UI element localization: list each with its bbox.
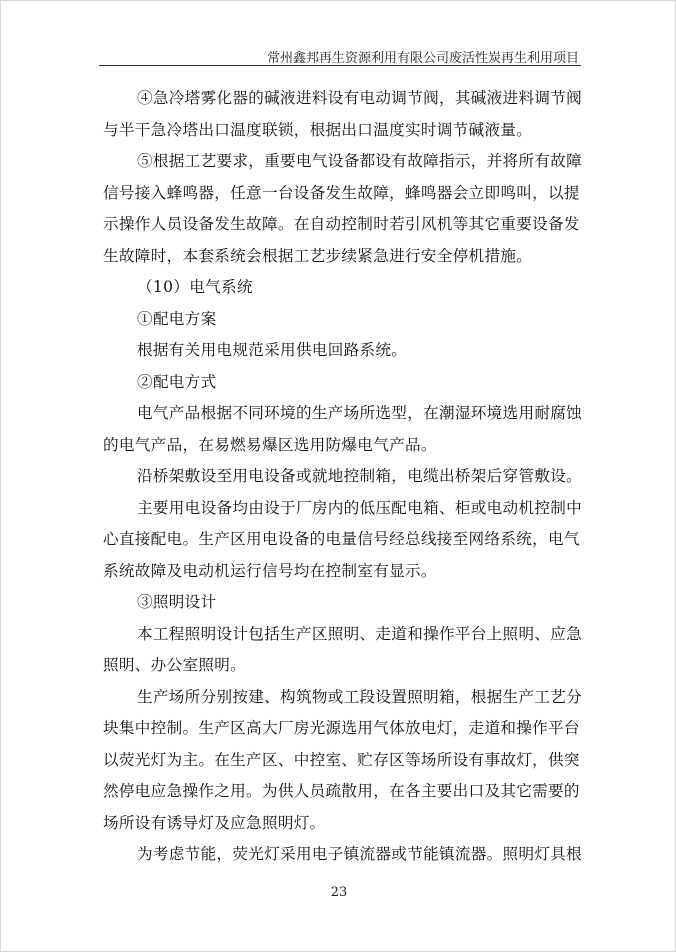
subsection-heading: ②配电方式 xyxy=(137,372,217,391)
text-line: 与半干急冷塔出口温度联锁，根据出口温度实时调节碱液量。 xyxy=(103,120,533,139)
running-header: 常州鑫邦再生资源利用有限公司废活性炭再生利用项目 xyxy=(266,51,579,66)
text-line: 场所设有诱导灯及应急照明灯。 xyxy=(103,813,326,832)
text-line: 主要用电设备均由设于厂房内的低压配电箱、柜或电动机控制中 xyxy=(137,498,583,517)
body-text xyxy=(103,83,583,871)
text-line: 信号接入蜂鸣器，任意一台设备发生故障，蜂鸣器会立即鸣叫，以提 xyxy=(103,183,580,202)
section-heading: （10）电气系统 xyxy=(137,278,253,296)
text-line: 生产场所分别按建、构筑物或工段设置照明箱，根据生产工艺分 xyxy=(137,687,583,706)
text-line: 电气产品根据不同环境的生产场所选型，在潮湿环境选用耐腐蚀 xyxy=(137,404,583,422)
text-line: 沿桥架敷设至用电设备或就地控制箱，电缆出桥架后穿管敷设。 xyxy=(137,467,583,485)
page-number: 23 xyxy=(330,885,348,900)
text-line: 块集中控制。生产区高大厂房光源选用气体放电灯，走道和操作平台 xyxy=(103,719,580,737)
text-line: 根据有关用电规范采用供电回路系统。 xyxy=(137,341,408,359)
text-line: 系统故障及电动机运行信号均在控制室有显示。 xyxy=(103,561,437,580)
text-line: ④急冷塔雾化器的碱液进料设有电动调节阀，其碱液进料调节阀 xyxy=(137,89,583,107)
subsection-heading: ③照明设计 xyxy=(137,593,217,611)
text-line: 的电气产品，在易燃易爆区选用防爆电气产品。 xyxy=(103,435,437,454)
text-line: ⑤根据工艺要求，重要电气设备都设有故障指示，并将所有故障 xyxy=(137,152,583,170)
text-line: 生故障时，本套系统会根据工艺步续紧急进行安全停机措施。 xyxy=(103,246,533,265)
text-line: 心直接配电。生产区用电设备的电量信号经总线接至网络系统，电气 xyxy=(103,530,580,548)
text-line: 以荧光灯为主。在生产区、中控室、贮存区等场所设有事故灯，供突 xyxy=(103,750,580,769)
subsection-heading: ①配电方案 xyxy=(137,309,217,328)
text-line: 照明、办公室照明。 xyxy=(103,656,247,674)
text-line: 为考虑节能，荧光灯采用电子镇流器或节能镇流器。照明灯具根 xyxy=(137,845,583,863)
text-line: 示操作人员设备发生故障。在自动控制时若引风机等其它重要设备发 xyxy=(103,215,580,233)
text-line: 本工程照明设计包括生产区照明、走道和操作平台上照明、应急 xyxy=(137,624,583,643)
header-rule xyxy=(99,65,581,66)
text-line: 然停电应急操作之用。为供人员疏散用，在各主要出口及其它需要的 xyxy=(103,782,580,800)
